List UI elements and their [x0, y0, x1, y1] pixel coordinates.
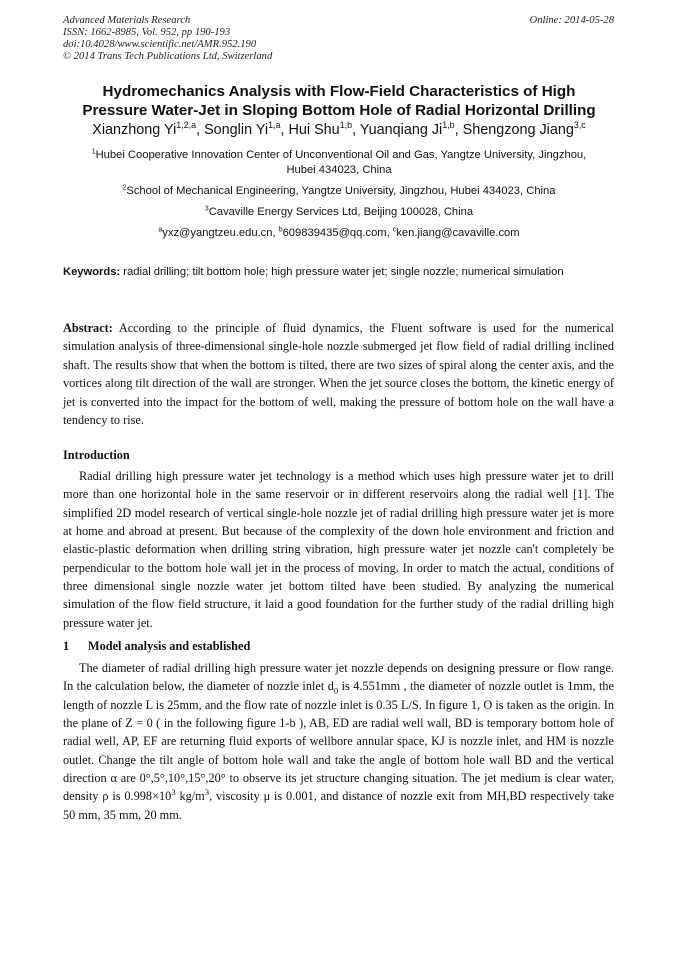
aff-sup: 3 [204, 205, 209, 213]
author-sup: 1,2,a [176, 120, 197, 131]
author-sup: 1,b [442, 120, 455, 131]
author-name: Hui Shu [288, 122, 340, 138]
para-sub: 0 [333, 685, 339, 696]
author-name: Shengzong Jiang [462, 122, 574, 138]
author-sep: , [196, 122, 205, 138]
author-sep: , [454, 122, 463, 138]
keywords-label: Keywords: [63, 266, 121, 278]
para-text: kg/m [175, 789, 205, 804]
author-sup: 1,b [339, 120, 353, 131]
title-line-1: Hydromechanics Analysis with Flow-Field Characteristics of High [102, 83, 576, 100]
email-c: ken.jiang@cavaville.com [396, 227, 520, 239]
email-sup: a [158, 226, 163, 234]
abstract-block [63, 319, 614, 429]
affiliation-1 [40, 148, 638, 178]
doi-line: doi:10.4028/www.scientific.net/AMR.952.190 [63, 39, 257, 50]
journal-name: Advanced Materials Research [63, 15, 191, 26]
introduction-heading: Introduction [63, 448, 130, 462]
author-sup: 1,a [268, 120, 281, 131]
introduction-paragraph: Radial drilling high pressure water jet technology is a method which uses high pressure water jet to drill more than one horizontal hole in the same reservoir or in different reservoirs along the radial well [1]. The simplified 2D model research of vertical single-hole nozzle jet of radial drilling high pressure water jet is more at home and abroad at present. But because of the complexity of the down hole environment and friction and elastic-plastic deformation when drilling string vibration, high pressure water jet nozzle can't completely be perpendicular to the bottom hole wall jet in the process of moving. In order to match the actual, conditions of three dimensional single nozzle water jet bottom tilted have been studied. By analyzing the numerical simulation of the flow field structure, it laid a good foundation for the further study of the radial drilling high pressure water jet. [63, 469, 614, 630]
email-line [40, 226, 638, 241]
title-line-2: Pressure Water-Jet in Sloping Bottom Hole of Radial Horizontal Drilling [82, 102, 596, 119]
email-b: 609839435@qq.com, [282, 227, 393, 239]
aff-text: Cavaville Energy Services Ltd, Beijing 100028, China [208, 206, 474, 218]
author-sep: , [280, 122, 289, 138]
section-1-heading [63, 638, 250, 654]
email-sup: c [392, 226, 397, 234]
keywords-block [63, 263, 614, 281]
section-number: 1 [63, 639, 70, 653]
issn-line: ISSN: 1662-8985, Vol. 952, pp 190-193 [63, 27, 231, 38]
email-a: yxz@yangtzeu.edu.cn, [162, 227, 279, 239]
author-list [30, 121, 648, 139]
author-sep: , [352, 122, 360, 138]
paper-title [40, 82, 638, 120]
copyright-line: © 2014 Trans Tech Publications Ltd, Switzerland [63, 51, 273, 62]
affiliation-2 [40, 184, 638, 199]
keywords-text: radial drilling; tilt bottom hole; high pressure water jet; single nozzle; numerical simulation [120, 266, 564, 278]
para-sup: 3 [171, 787, 176, 798]
author-sup: 3,c [573, 120, 586, 131]
section-title: Model analysis and established [88, 639, 251, 653]
abstract-label: Abstract: [63, 321, 113, 335]
para-sup: 3 [204, 787, 210, 798]
author-name: Yuanqiang Ji [359, 122, 443, 138]
aff-sup: 2 [122, 184, 127, 192]
author-name: Xianzhong Yi [92, 122, 177, 138]
aff-text: Hubei 434023, China [286, 164, 392, 176]
journal-meta [63, 15, 272, 63]
section-1-paragraph [63, 659, 614, 824]
para-text: The diameter of radial drilling high pressure water jet nozzle depends on designing pressure or flow range. In the calculation below, the diameter of nozzle inlet d [63, 661, 614, 694]
aff-text: School of Mechanical Engineering, Yangtze University, Jingzhou, Hubei 434023, China [126, 185, 556, 197]
para-text: , viscosity μ is 0.001, and distance of nozzle exit from MH,BD respectively take 50 mm, 35 mm, 20 mm. [63, 789, 615, 822]
aff-sup: 1 [91, 148, 96, 156]
email-sup: b [278, 226, 283, 234]
para-text: is 4.551mm , the diameter of nozzle outlet is 1mm, the length of nozzle L is 25mm, and the flow rate of nozzle inlet is 0.35 L/S. In figure 1, O is taken as the origin. In the plane of Z = 0 ( in the following figure 1-b ), AB, ED are radial well wall, BD is temporary bottom hole of radial well, AP, EF are returning fluid exports of wellbore annular space, KJ is nozzle inlet, and HM is nozzle outlet. Change the tilt angle of bottom hole wall and take the angle of bottom hole wall BD and the vertical direction α are 0°,5°,10°,15°,20° to observe its jet structure changing situation. The jet medium is clear water, density ρ is 0.998×10 [63, 679, 615, 804]
author-name: Songlin Yi [204, 122, 269, 138]
aff-text: Hubei Cooperative Innovation Center of Unconventional Oil and Gas, Yangtze University, Jingzhou, [95, 149, 587, 161]
affiliation-3 [40, 205, 638, 220]
online-date: Online: 2014-05-28 [529, 15, 614, 26]
abstract-text: According to the principle of fluid dynamics, the Fluent software is used for the numerical simulation analysis of three-dimensional single-hole nozzle submerged jet flow field of radial drilling inclined shaft. The results show that when the bottom is tilted, there are two sizes of spiral along the center axis, and the vortices along tilt direction of the wall are stronger. When the jet source closes the bottom, the kinetic energy of jet is converted into the impact for the bottom of well, making the pressure of bottom hole on the wall have a tendency to rise. [63, 321, 614, 428]
